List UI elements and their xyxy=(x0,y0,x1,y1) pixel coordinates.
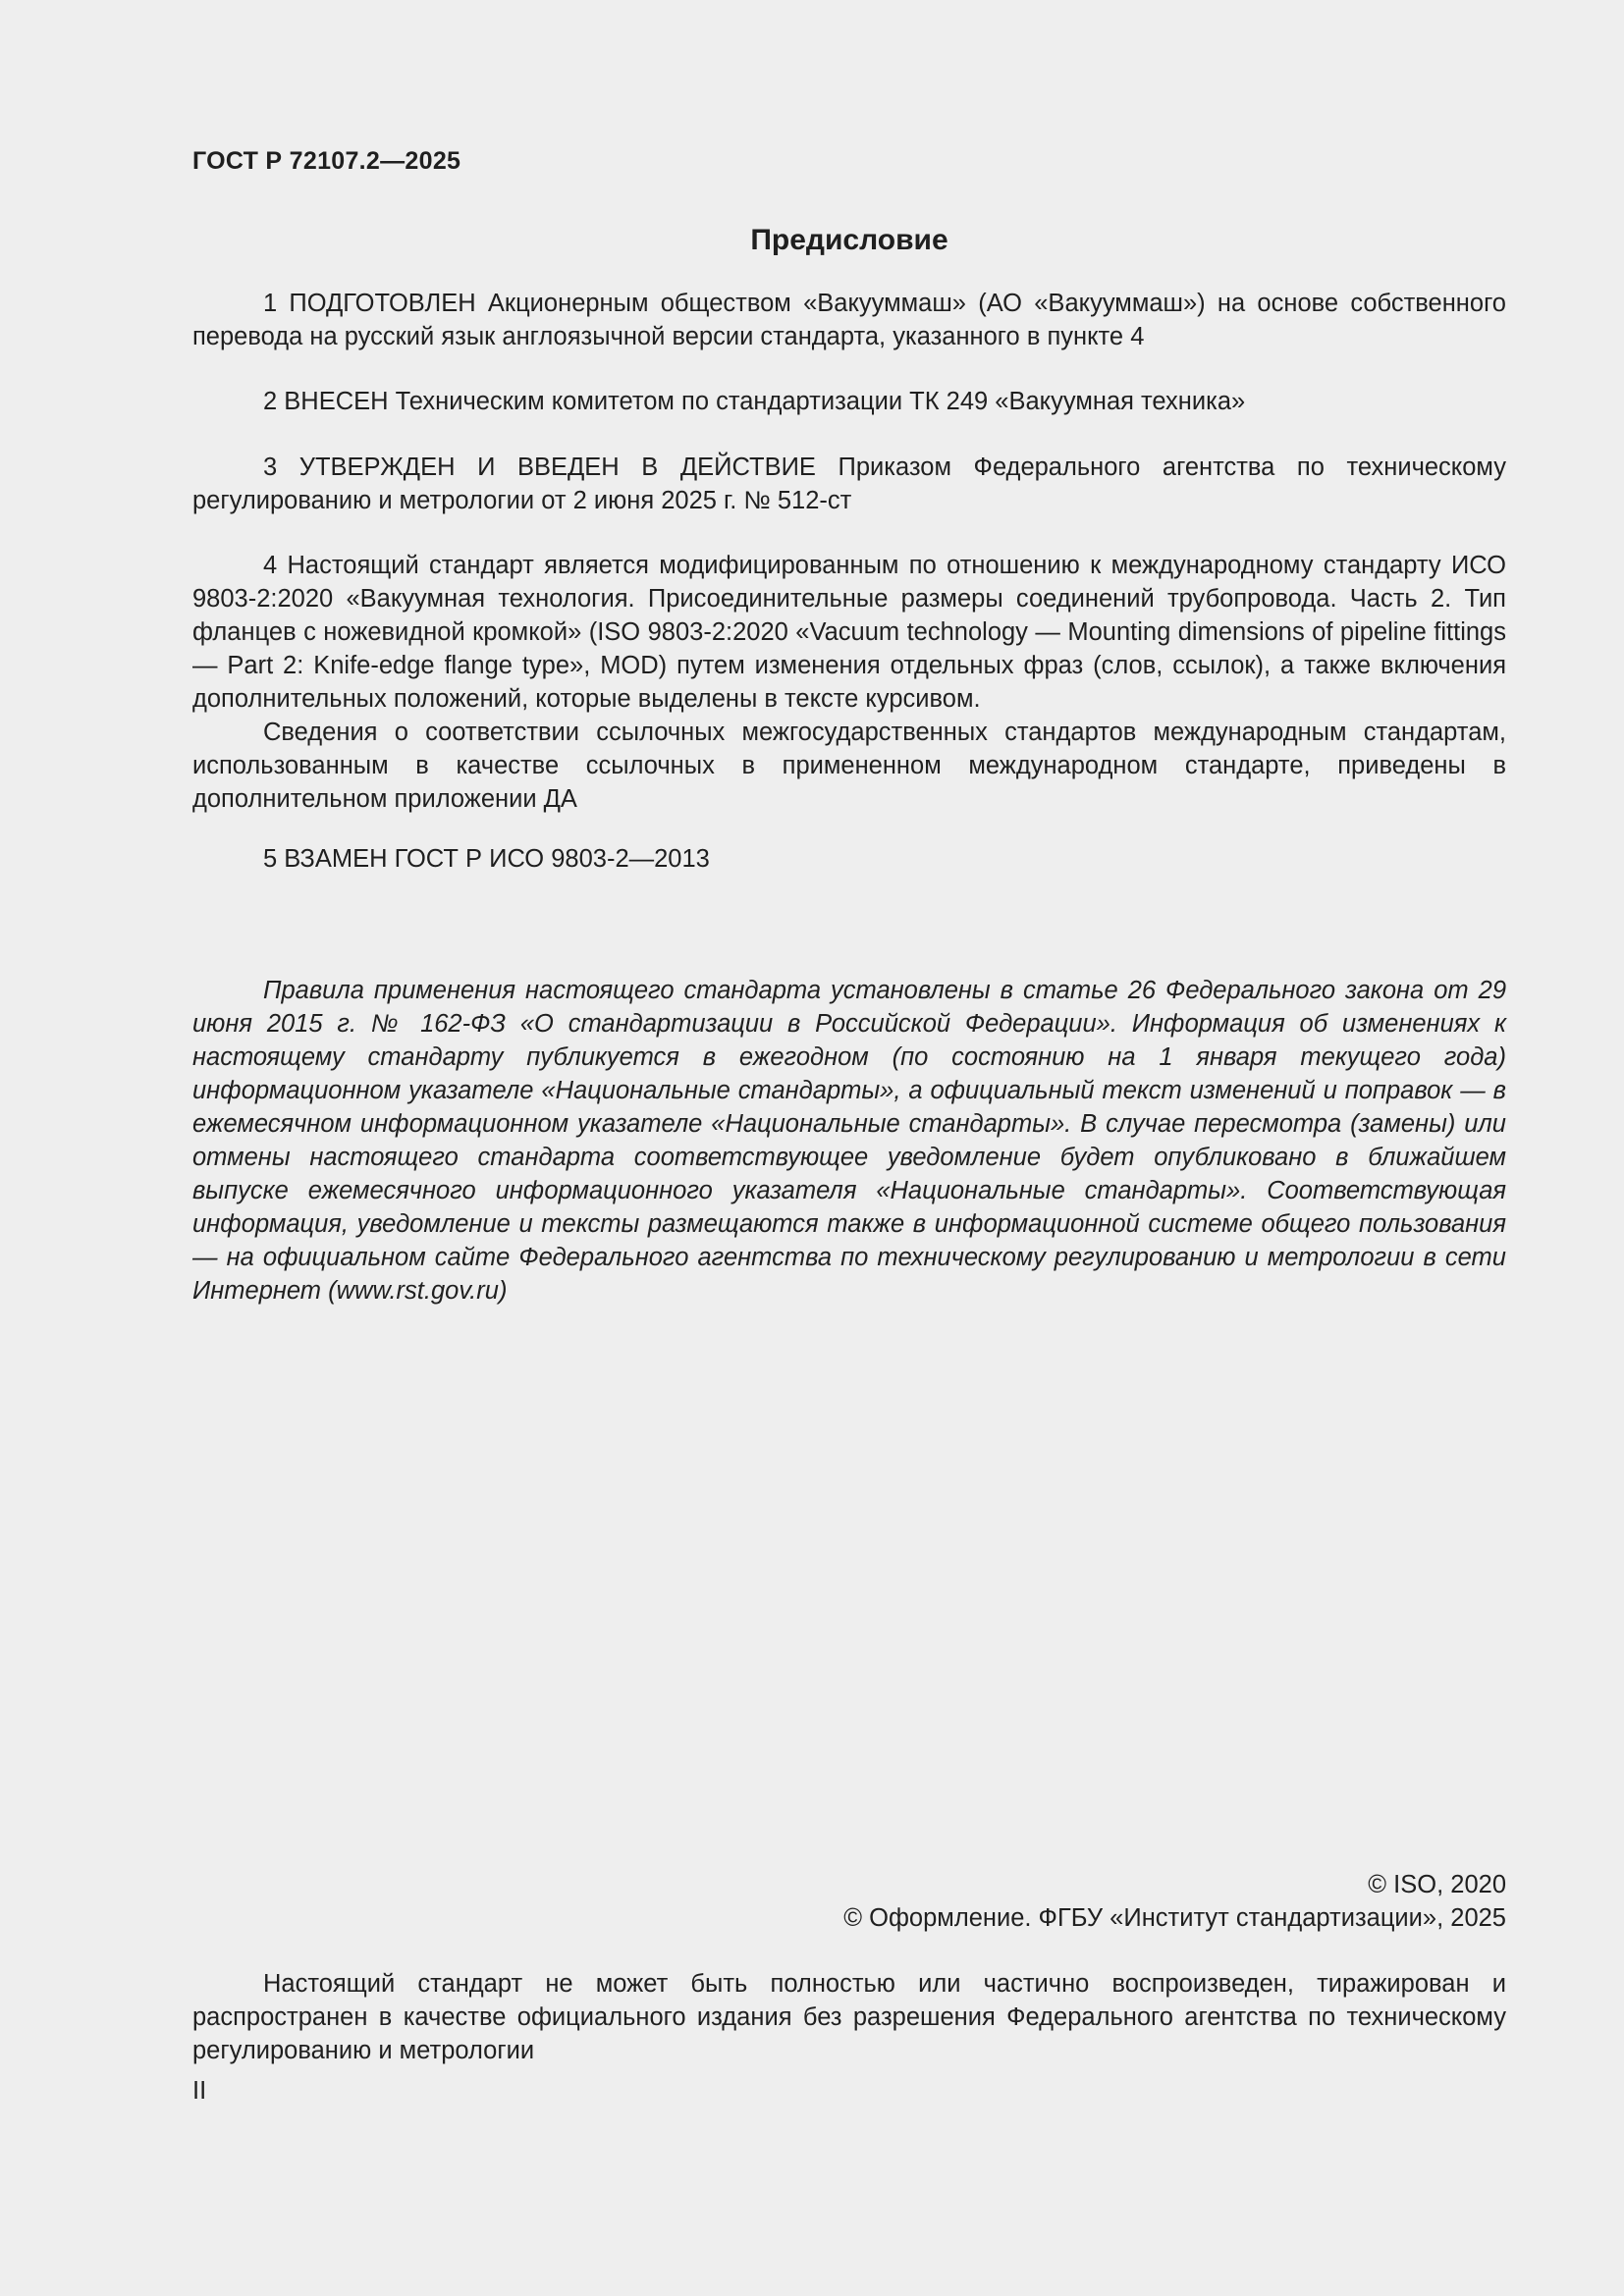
application-rules-notice-text: Правила применения настоящего стандарта установлены в статье 26 Федерального закона от 29 июня 2015 г. № 162-ФЗ «О стандартизации в Российской Федерации». Информация об изменениях к настоящему стандарту публикуется в ежегодном (по состоянию на 1 января текущего года) информационном указателе «Национальные стандарты», а официальный текст изменений и поправок — в ежемесячном информационном указателе «Национальные стандарты». В случае пересмотра (замены) или отмены настоящего стандарта соответствующее уведомление будет опубликовано в ближайшем выпуске ежемесячного информационного указателя «Национальные стандарты». Соответствующая информация, уведомление и тексты размещаются также в информационной системе общего пользования — на официальном сайте Федерального агентства по техническому регулированию и метрологии в сети Интернет (www.rst.gov.ru) xyxy=(192,977,1506,1305)
preface-item-5 xyxy=(192,842,1506,876)
page-number: II xyxy=(192,2077,207,2105)
preface-item-3 xyxy=(192,451,1506,517)
reproduction-notice xyxy=(192,1967,1506,2067)
reproduction-notice-text: Настоящий стандарт не может быть полностью или частично воспроизведен, тиражирован и распространен в качестве официального издания без разрешения Федерального агентства по техническому регулированию и метрологии xyxy=(192,1970,1506,2064)
preface-item-3-text: 3 УТВЕРЖДЕН И ВВЕДЕН В ДЕЙСТВИЕ Приказом Федерального агентства по техническому регулированию и метрологии от 2 июня 2025 г. № 512-ст xyxy=(192,454,1506,514)
application-rules-notice xyxy=(192,974,1506,1308)
copyright-iso: © ISO, 2020 xyxy=(1368,1871,1506,1898)
copyright-block xyxy=(192,1868,1506,1935)
document-code: ГОСТ Р 72107.2—2025 xyxy=(192,147,461,175)
preface-item-4-text: 4 Настоящий стандарт является модифицированным по отношению к международному стандарту ИСО 9803-2:2020 «Вакуумная технология. Присоединительные размеры соединений трубопровода. Часть 2. Тип фланцев с ножевидной кромкой» (ISO 9803-2:2020 «Vacuum technology — Mounting dimensions of pipeline fittings — Part 2: Knife-edge flange type», MOD) путем изменения отдельных фраз (слов, ссылок), а также включения дополнительных положений, которые выделены в тексте курсивом. xyxy=(192,552,1506,713)
preface-item-4-references-text: Сведения о соответствии ссылочных межгосударственных стандартов международным стандартам, использованным в качестве ссылочных в примененном международном стандарте, приведены в дополнительном приложении ДА xyxy=(192,719,1506,813)
copyright-design: © Оформление. ФГБУ «Институт стандартизации», 2025 xyxy=(843,1904,1506,1932)
preface-item-4 xyxy=(192,549,1506,816)
preface-item-1 xyxy=(192,287,1506,353)
preface-item-1-text: 1 ПОДГОТОВЛЕН Акционерным обществом «Вакууммаш» (АО «Вакууммаш») на основе собственного перевода на русский язык англоязычной версии стандарта, указанного в пункте 4 xyxy=(192,290,1506,350)
page-title: Предисловие xyxy=(750,224,948,256)
preface-item-2 xyxy=(192,385,1506,418)
preface-item-2-text: 2 ВНЕСЕН Техническим комитетом по стандартизации ТК 249 «Вакуумная техника» xyxy=(263,388,1246,415)
preface-item-5-text: 5 ВЗАМЕН ГОСТ Р ИСО 9803-2—2013 xyxy=(263,845,710,873)
